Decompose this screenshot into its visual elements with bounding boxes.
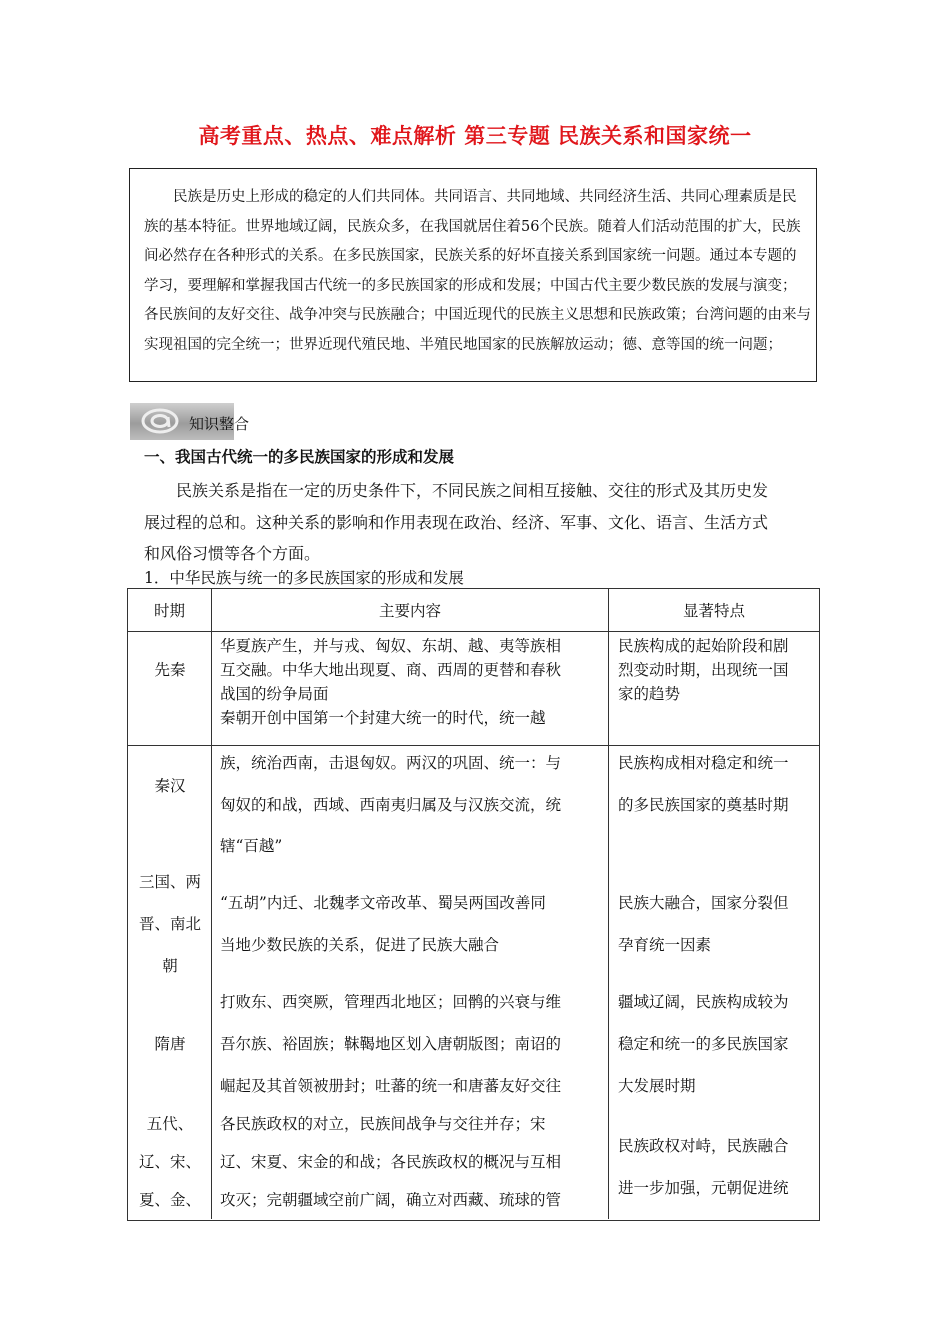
intro-line: 族的基本特征。世界地域辽阔，民族众多，在我国就居住着56个民族。随着人们活动范围的扩大，民族	[144, 218, 801, 235]
sub-heading: 1．中华民族与统一的多民族国家的形成和发展	[144, 569, 464, 587]
intro-line: 民族是历史上形成的稳定的人们共同体。共同语言、共同地域、共同经济生活、共同心理素质是民	[173, 189, 797, 205]
header-content: 主要内容	[212, 589, 609, 632]
column-divider	[608, 630, 609, 1219]
content-line: 吾尔族、裕固族；靺鞨地区划入唐朝版图；南诏的	[220, 1035, 562, 1053]
table-header-row	[128, 589, 820, 632]
content-line: 辖“百越”	[220, 837, 283, 855]
feature-line: 民族构成的起始阶段和剧	[618, 637, 789, 655]
content-line: 华夏族产生，并与戎、匈奴、东胡、越、夷等族相	[220, 637, 562, 655]
table-row	[128, 746, 820, 1221]
content-line: 族，统治西南，击退匈奴。两汉的巩固、统一：与	[220, 754, 562, 772]
history-table	[127, 588, 820, 1221]
intro-line: 各民族间的友好交往、战争冲突与民族融合；中国近现代的民族主义思想和民族政策；台湾问题的由来与	[144, 307, 811, 323]
header-period: 时期	[128, 589, 212, 632]
header-feature: 显著特点	[609, 589, 820, 632]
content-line: 战国的纷争局面	[220, 685, 329, 703]
intro-line: 间必然存在各种形式的关系。在多民族国家，民族关系的好坏直接关系到国家统一问题。通过本专题的	[144, 248, 797, 264]
content-line: 崛起及其首领被册封；吐蕃的统一和唐蕃友好交往	[220, 1077, 562, 1095]
badge-label: 知识整合	[189, 415, 250, 433]
feature-line: 稳定和统一的多民族国家	[618, 1035, 789, 1053]
feature-line: 进一步加强，元朝促进统	[618, 1179, 789, 1197]
column-divider	[211, 630, 212, 1219]
period-label: 秦汉	[154, 777, 186, 795]
feature-line: 大发展时期	[618, 1077, 696, 1095]
feature-line: 孕育统一因素	[618, 936, 712, 954]
period-label: 先秦	[154, 661, 186, 679]
period-label: 辽、宋、	[138, 1153, 201, 1171]
table-cell	[128, 746, 820, 1221]
content-line: 攻灭；完朝疆域空前广阔，确立对西藏、琉球的管	[220, 1191, 562, 1209]
table-cell	[128, 632, 820, 746]
intro-line: 学习，要理解和掌握我国古代统一的多民族国家的形成和发展；中国古代主要少数民族的发展与演变；	[144, 277, 797, 294]
at-sign-icon	[140, 407, 180, 435]
paragraph-line: 民族关系是指在一定的历史条件下，不同民族之间相互接触、交往的形式及其历史发	[176, 481, 769, 500]
paragraph-line: 展过程的总和。这种关系的影响和作用表现在政治、经济、军事、文化、语言、生活方式	[144, 513, 769, 532]
feature-line: 民族构成相对稳定和统一	[618, 754, 789, 772]
content-line: 互交融。中华大地出现夏、商、西周的更替和春秋	[220, 661, 562, 679]
table-row	[128, 632, 820, 746]
period-label: 五代、	[146, 1115, 194, 1133]
feature-line: 家的趋势	[618, 685, 681, 703]
feature-line: 民族政权对峙，民族融合	[618, 1137, 789, 1155]
content-line: 辽、宋夏、宋金的和战；各民族政权的概况与互相	[220, 1153, 562, 1171]
period-label: 三国、两	[138, 873, 201, 891]
feature-line: 疆域辽阔，民族构成较为	[618, 993, 789, 1011]
content-line: “五胡”内迁、北魏孝文帝改革、蜀吴两国改善同	[220, 894, 546, 912]
period-label: 晋、南北	[138, 915, 201, 933]
paragraph-line: 和风俗习惯等各个方面。	[144, 544, 321, 563]
period-label: 隋唐	[154, 1035, 186, 1053]
feature-line: 烈变动时期，出现统一国	[618, 661, 789, 679]
content-line: 打败东、西突厥，管理西北地区；回鹘的兴衰与维	[220, 993, 562, 1011]
content-line: 秦朝开创中国第一个封建大统一的时代，统一越	[220, 709, 546, 727]
content-line: 各民族政权的对立，民族间战争与交往并存；宋	[220, 1115, 546, 1133]
period-label: 朝	[162, 957, 178, 975]
feature-line: 的多民族国家的奠基时期	[618, 796, 789, 814]
period-label: 夏、金、	[138, 1191, 201, 1209]
page-title: 高考重点、热点、难点解析 第三专题 民族关系和国家统一	[198, 123, 752, 148]
intro-box	[129, 168, 817, 382]
feature-line: 民族大融合，国家分裂但	[618, 894, 789, 912]
section-heading: 一、我国古代统一的多民族国家的形成和发展	[144, 448, 455, 466]
content-line: 当地少数民族的关系，促进了民族大融合	[220, 936, 500, 954]
intro-line: 实现祖国的完全统一；世界近现代殖民地、半殖民地国家的民族解放运动；德、意等国的统一问题；	[144, 336, 782, 353]
content-line: 匈奴的和战，西域、西南夷归属及与汉族交流，统	[220, 796, 562, 814]
